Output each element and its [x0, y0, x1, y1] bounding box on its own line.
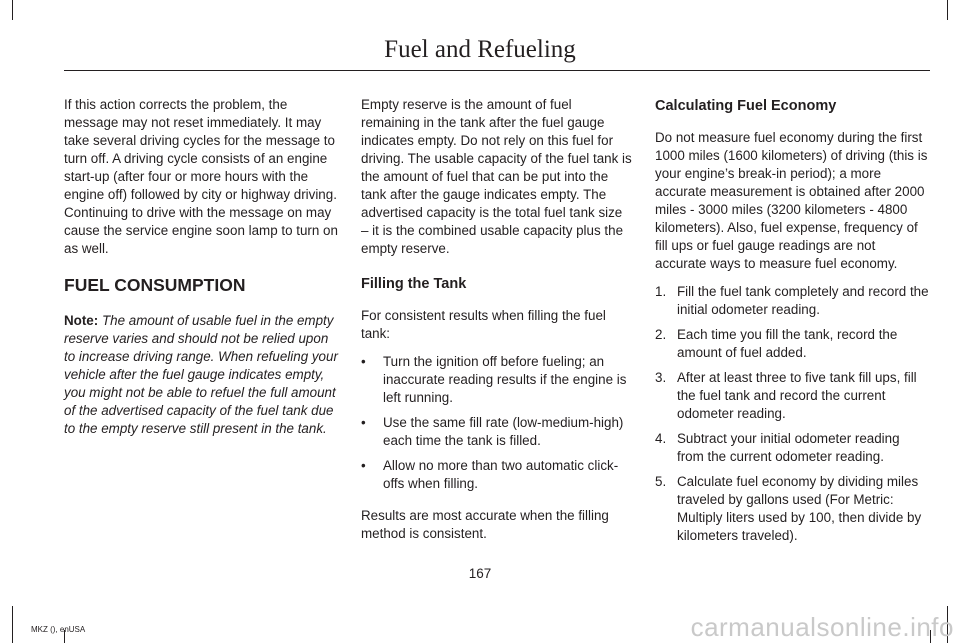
filling-tank-heading: Filling the Tank: [361, 276, 467, 292]
fuel-consumption-heading: FUEL CONSUMPTION: [64, 275, 246, 295]
column-1: [64, 96, 338, 454]
step-number: 5.: [655, 474, 667, 489]
bullet-item: • Allow no more than two automatic click-offs when filling.: [361, 458, 619, 491]
page-number: 167: [468, 566, 492, 581]
crop-mark-top-right: [947, 0, 948, 20]
bullet-marker: •: [361, 415, 366, 430]
bullet-marker: •: [361, 458, 366, 473]
step-item: 2. Each time you fill the tank, record the amount of fuel added.: [655, 327, 898, 360]
step-number: 1.: [655, 284, 667, 299]
filling-tank-bullets: [361, 353, 633, 493]
step-item: 1. Fill the fuel tank completely and record the initial odometer reading.: [655, 284, 929, 317]
page-header-title: Fuel and Refueling: [384, 36, 576, 63]
step-item: 3. After at least three to five tank fill ups, fill the fuel tank and record the current odometer reading.: [655, 370, 917, 421]
intro-paragraph: If this action corrects the problem, the message may not reset immediately. It may take several driving cycles for the message to turn off. A driving cycle consists of an engine start-up (after four or more hours with the engine off) followed by city or highway driving. Continuing to drive with the message on may cause the service engine soon lamp to turn on as well.: [64, 97, 338, 256]
calculating-fuel-economy-heading: Calculating Fuel Economy: [655, 98, 837, 114]
step-number: 3.: [655, 370, 667, 385]
step-number: 2.: [655, 327, 667, 342]
step-item: 4. Subtract your initial odometer reading from the current odometer reading.: [655, 431, 900, 464]
filling-tank-closing: Results are most accurate when the filling method is consistent.: [361, 508, 609, 541]
crop-mark-bottom-left: [12, 606, 13, 643]
note-label: Note:: [64, 313, 99, 328]
watermark-link[interactable]: carmanualsonline.info: [690, 612, 954, 642]
filling-tank-intro: For consistent results when filling the fuel tank:: [361, 308, 606, 341]
note-paragraph: [64, 312, 338, 438]
note-text: The amount of usable fuel in the empty reserve varies and should not be relied upon to increase driving range. When refueling your vehicle after the fuel gauge indicates empty, you might not be able to refuel the full amount of the advertised capacity of the fuel tank due to the empty reserve still present in the tank.: [64, 313, 338, 436]
column-3: [655, 96, 929, 559]
bullet-item: • Turn the ignition off before fueling; an inaccurate reading results if the engine is left running.: [361, 354, 627, 405]
bullet-marker: •: [361, 354, 366, 369]
fuel-economy-intro: Do not measure fuel economy during the first 1000 miles (1600 kilometers) of driving (this is your engine’s break-in period); a more accurate measurement is obtained after 2000 miles - 3000 miles (3200 kilometers - 4800 kilometers). Also, fuel expense, frequency of fill ups or fuel gauge readings are not accurate ways to measure fuel economy.: [655, 130, 928, 271]
bullet-item: • Use the same fill rate (low-medium-high) each time the tank is filled.: [361, 415, 624, 448]
empty-reserve-paragraph: Empty reserve is the amount of fuel remaining in the tank after the fuel gauge indicates empty. Do not rely on this fuel for driving. The usable capacity of the fuel tank is the amount of fuel that can be put into the tank after the gauge indicates empty. The advertised capacity is the total fuel tank size – it is the combined usable capacity plus the empty reserve.: [361, 97, 632, 256]
fuel-economy-steps: [655, 283, 929, 545]
step-number: 4.: [655, 431, 667, 446]
step-item: 5. Calculate fuel economy by dividing miles traveled by gallons used (For Metric: Multiply liters used by 100, then divide by kilometers traveled).: [655, 474, 922, 543]
column-2: [361, 96, 633, 559]
document-code: MKZ (), enUSA: [31, 625, 86, 634]
header-rule: [64, 70, 930, 71]
crop-mark-top-left: [12, 0, 13, 20]
